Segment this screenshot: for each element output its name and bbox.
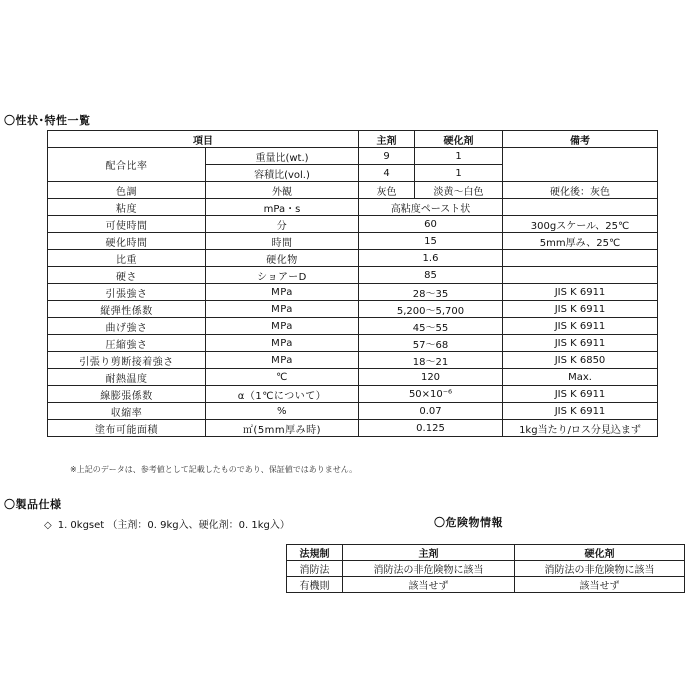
table-header-row — [48, 131, 658, 148]
hazard-header-law: 法規制 — [287, 545, 343, 561]
volume-ratio-label: 容積比(vol.) — [206, 165, 359, 182]
property-value: 120 — [359, 369, 503, 386]
table-row — [48, 233, 658, 250]
property-label: 収縮率 — [48, 403, 206, 420]
property-value: 5,200～5,700 — [359, 301, 503, 318]
table-row — [48, 386, 658, 403]
hazard-row — [287, 561, 685, 577]
hazard-header-main: 主剤 — [343, 545, 515, 561]
header-remarks: 備考 — [503, 131, 658, 148]
table-row — [48, 369, 658, 386]
property-value: 57～68 — [359, 335, 503, 352]
property-label: 硬化時間 — [48, 233, 206, 250]
property-remarks: JIS K 6911 — [503, 335, 658, 352]
property-remarks: JIS K 6911 — [503, 284, 658, 301]
property-unit: MPa — [206, 284, 359, 301]
hazard-law: 有機則 — [287, 577, 343, 593]
weight-ratio-main: 9 — [359, 148, 415, 165]
property-value: 85 — [359, 267, 503, 284]
property-remarks: JIS K 6911 — [503, 386, 658, 403]
mix-ratio-label: 配合比率 — [48, 148, 206, 182]
hazard-main: 消防法の非危険物に該当 — [343, 561, 515, 577]
hazard-law: 消防法 — [287, 561, 343, 577]
property-label: 硬さ — [48, 267, 206, 284]
property-unit: 時間 — [206, 233, 359, 250]
property-label: 引張り剪断接着強さ — [48, 352, 206, 369]
table-row — [48, 216, 658, 233]
hazard-table — [286, 544, 685, 593]
property-unit: MPa — [206, 301, 359, 318]
header-item: 項目 — [48, 131, 359, 148]
table-row — [48, 199, 658, 216]
header-hardener: 硬化剤 — [415, 131, 503, 148]
product-spec-text: 1. 0kgset （主剤：0. 9kg入、硬化剤：0. 1kg入） — [57, 520, 290, 531]
property-remarks — [503, 267, 658, 284]
property-unit: ㎡(5mm厚み時) — [206, 420, 359, 437]
property-remarks: JIS K 6850 — [503, 352, 658, 369]
property-unit: 分 — [206, 216, 359, 233]
property-remarks: JIS K 6911 — [503, 318, 658, 335]
property-remarks — [503, 250, 658, 267]
section-title-properties: 〇性状･特性一覧 — [4, 114, 91, 127]
property-value: 28～35 — [359, 284, 503, 301]
property-value: 1.6 — [359, 250, 503, 267]
property-value: 0.125 — [359, 420, 503, 437]
property-unit: % — [206, 403, 359, 420]
property-value: 15 — [359, 233, 503, 250]
hazard-hardener: 該当せず — [515, 577, 685, 593]
viscosity-remarks — [503, 199, 658, 216]
disclaimer-note: ※上記のデータは、参考値として記載したものであり、保証値ではありません。 — [70, 465, 358, 474]
product-spec-line — [44, 516, 290, 531]
volume-ratio-main: 4 — [359, 165, 415, 182]
property-label: 可使時間 — [48, 216, 206, 233]
property-remarks: 300gスケール、25℃ — [503, 216, 658, 233]
table-row — [48, 148, 658, 165]
property-remarks: JIS K 6911 — [503, 403, 658, 420]
mix-ratio-remarks — [503, 148, 658, 182]
table-row — [48, 403, 658, 420]
property-label: 耐熱温度 — [48, 369, 206, 386]
table-row — [48, 284, 658, 301]
property-unit: MPa — [206, 318, 359, 335]
hazard-header-hardener: 硬化剤 — [515, 545, 685, 561]
property-value: 60 — [359, 216, 503, 233]
color-unit: 外観 — [206, 182, 359, 199]
property-remarks: Max. — [503, 369, 658, 386]
hazard-row — [287, 577, 685, 593]
table-row — [48, 352, 658, 369]
property-value: 18～21 — [359, 352, 503, 369]
table-row — [48, 182, 658, 199]
viscosity-label: 粘度 — [48, 199, 206, 216]
table-row — [48, 250, 658, 267]
property-remarks: 5mm厚み、25℃ — [503, 233, 658, 250]
weight-ratio-hardener: 1 — [415, 148, 503, 165]
spec-rows — [48, 216, 658, 437]
table-row — [48, 318, 658, 335]
viscosity-value: 高粘度ペースト状 — [359, 199, 503, 216]
property-label: 比重 — [48, 250, 206, 267]
hazard-header-row — [287, 545, 685, 561]
hazard-main: 該当せず — [343, 577, 515, 593]
property-label: 圧縮強さ — [48, 335, 206, 352]
property-remarks: JIS K 6911 — [503, 301, 658, 318]
property-label: 線膨張係数 — [48, 386, 206, 403]
diamond-bullet-icon: ◇ — [44, 520, 52, 531]
property-label: 縦弾性係数 — [48, 301, 206, 318]
table-row — [48, 267, 658, 284]
property-unit: 硬化物 — [206, 250, 359, 267]
volume-ratio-hardener: 1 — [415, 165, 503, 182]
property-unit: MPa — [206, 352, 359, 369]
property-value: 0.07 — [359, 403, 503, 420]
table-row — [48, 301, 658, 318]
property-unit: ℃ — [206, 369, 359, 386]
header-main: 主剤 — [359, 131, 415, 148]
color-remarks: 硬化後：灰色 — [503, 182, 658, 199]
property-label: 引張強さ — [48, 284, 206, 301]
hazard-hardener: 消防法の非危険物に該当 — [515, 561, 685, 577]
property-unit: ショアーD — [206, 267, 359, 284]
section-title-product: 〇製品仕様 — [4, 498, 62, 511]
properties-table — [47, 130, 658, 437]
property-value: 45～55 — [359, 318, 503, 335]
property-label: 塗布可能面積 — [48, 420, 206, 437]
table-row — [48, 335, 658, 352]
property-value: 50×10⁻⁶ — [359, 386, 503, 403]
table-row — [48, 420, 658, 437]
section-title-hazard: 〇危険物情報 — [434, 516, 503, 529]
color-label: 色調 — [48, 182, 206, 199]
property-remarks: 1kg当たり/ロス分見込まず — [503, 420, 658, 437]
weight-ratio-label: 重量比(wt.) — [206, 148, 359, 165]
property-unit: MPa — [206, 335, 359, 352]
property-unit: α（1℃について） — [206, 386, 359, 403]
viscosity-unit: mPa・s — [206, 199, 359, 216]
color-hardener: 淡黄～白色 — [415, 182, 503, 199]
property-label: 曲げ強さ — [48, 318, 206, 335]
color-main: 灰色 — [359, 182, 415, 199]
